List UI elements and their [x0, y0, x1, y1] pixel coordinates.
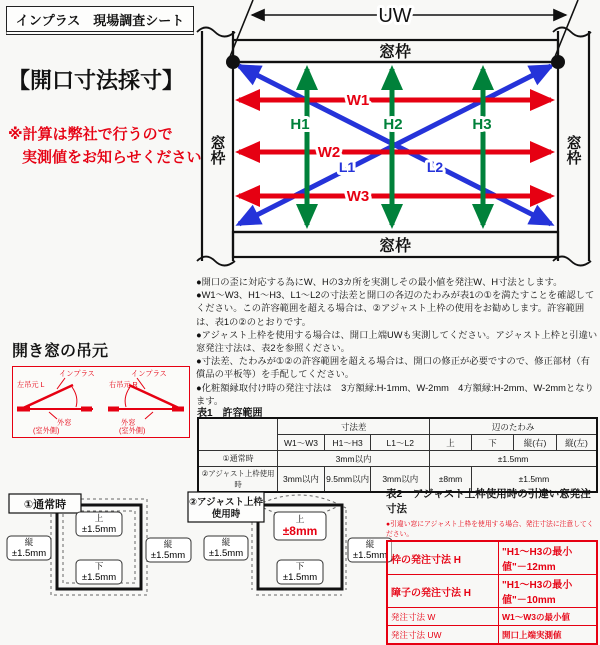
- h2-label: H2: [383, 116, 403, 133]
- instruction-notes: [196, 276, 598, 408]
- normal-left-label: 縦: [24, 537, 34, 547]
- corner-dot-icon: [226, 55, 240, 69]
- frame-label-left: 窓枠: [208, 135, 226, 165]
- hinge-left-outer: 外窓: [57, 418, 72, 427]
- opening-measurement-diagram: [195, 0, 600, 272]
- warning-note: [8, 124, 202, 169]
- hinge-left-product: インプラス: [59, 369, 95, 378]
- table2-label: 障子の発注寸法 H: [387, 575, 499, 608]
- normal-bottom-label: 下: [94, 561, 104, 571]
- adjust-bottom-value: ±1.5mm: [282, 572, 318, 583]
- hinge-right-label: 右吊元 R: [109, 380, 138, 389]
- table1-row2-rest: ±1.5mm: [471, 467, 597, 493]
- table1-group-defl: 辺のたわみ: [430, 418, 597, 435]
- table1-col: H1～H3: [324, 435, 370, 451]
- table1-row2-h: 9.5mm以内: [324, 467, 370, 493]
- w1-label: W1: [346, 92, 370, 109]
- table1-row-normal: [198, 451, 597, 467]
- uw-label: UW: [378, 5, 412, 27]
- table2-value: 開口上端実測値: [499, 626, 598, 645]
- table1-col: L1～L2: [371, 435, 430, 451]
- note-item: ●アジャスト上枠を使用する場合は、開口上端UWも実測してください。アジャスト上枠と引違い窓発注寸法は、表2を参照ください。: [196, 329, 598, 353]
- diagram-adjust-title2: 使用時: [211, 509, 241, 520]
- diagram-adjust-title1: ②アジャスト上枠: [189, 497, 263, 508]
- table2-label: 発注寸法 UW: [387, 626, 499, 645]
- hinge-left-label: 左吊元 L: [17, 380, 45, 389]
- adjust-left-label: 縦: [221, 537, 231, 547]
- hinge-right-product: インプラス: [131, 369, 167, 378]
- table1: [197, 417, 598, 493]
- hinge-right-outer: 外窓: [121, 418, 136, 427]
- warning-line2: 実測値をお知らせください: [22, 148, 202, 166]
- note-item: ●開口の歪に対応する為にW、Hの3カ所を実測しその最小値を発注W、H寸法とします。: [196, 277, 563, 287]
- table2-label: 発注寸法 W: [387, 608, 499, 626]
- l2-label: L2: [426, 159, 444, 175]
- table2-value: "H1～H3の最小値"－10mm: [499, 575, 598, 608]
- table2-block: [386, 486, 599, 645]
- table1-col: 下: [471, 435, 513, 451]
- normal-bottom-value: ±1.5mm: [81, 572, 117, 583]
- table2-row: [387, 626, 597, 645]
- tolerance-diagram-adjust: [186, 488, 392, 600]
- sheet-title-text: インプラス 現場調査シート: [15, 12, 185, 28]
- adjust-right-label: 縦: [365, 539, 375, 549]
- table2-value: "H1～H3の最小値"－12mm: [499, 541, 598, 575]
- normal-right-label: 縦: [163, 539, 173, 549]
- table2-row: [387, 541, 597, 575]
- note-item: ●W1～W3、H1～H3、L1～L2の寸法差と開口の各辺のたわみが表1の①を満たすことを確認してください。この許容範囲を超える場合は、②アジャスト上枠の使用をお勧めします。許容範囲は、表1の②のとおりです。: [196, 290, 595, 327]
- table1-col: 縦(右): [514, 435, 557, 451]
- adjust-top-label: 上: [295, 514, 305, 524]
- adjust-right-value: ±1.5mm: [352, 550, 388, 561]
- w2-label: W2: [317, 144, 341, 161]
- table1-caption: 表1 許容範囲: [197, 408, 263, 419]
- table2-caption: 表2 アジャスト上枠使用時の引違い窓発注寸法: [386, 488, 591, 515]
- table2-row: [387, 608, 597, 626]
- l1-label: L1: [338, 159, 356, 175]
- table2: [386, 540, 599, 645]
- table2-note: ●引違い窓にアジャスト上枠を使用する場合、発注寸法に注意してください。: [386, 521, 594, 538]
- note-item: ●寸法差、たわみが①②の許容範囲を超える場合は、開口の修正が必要ですので、修正部材（有償品の平板等）を手配してください。: [196, 356, 590, 380]
- table1-col: W1～W3: [278, 435, 325, 451]
- h3-label: H3: [472, 116, 492, 133]
- table1-row1-dim: 3mm以内: [278, 451, 430, 467]
- adjust-bottom-label: 下: [295, 561, 305, 571]
- w3-label: W3: [346, 188, 370, 205]
- table1-col: 縦(左): [556, 435, 597, 451]
- normal-top-value: ±1.5mm: [81, 524, 117, 535]
- adjust-top-value: ±8mm: [282, 524, 318, 538]
- normal-top-label: 上: [94, 513, 104, 523]
- normal-left-value: ±1.5mm: [11, 548, 47, 559]
- h1-label: H1: [290, 116, 310, 133]
- frame-label-bottom: 窓枠: [378, 238, 412, 255]
- normal-right-value: ±1.5mm: [150, 550, 186, 561]
- hinge-left-side: (室外側): [33, 426, 60, 435]
- table1-row1-label: ①通常時: [198, 451, 278, 467]
- table1-col: 上: [430, 435, 472, 451]
- frame-label-right: 窓枠: [564, 135, 582, 165]
- frame-label-top: 窓枠: [378, 44, 412, 61]
- hinge-diagrams: [12, 366, 190, 438]
- corner-dot-icon: [551, 55, 565, 69]
- table1-row2-w: 3mm以内: [278, 467, 325, 493]
- table2-label: 枠の発注寸法 H: [387, 541, 499, 575]
- diagram-normal-title: ①通常時: [23, 499, 67, 511]
- table1-row2-top: ±8mm: [430, 467, 472, 493]
- section-title: 【開口寸法採寸】: [8, 68, 185, 93]
- warning-line1: ※計算は弊社で行うので: [8, 126, 173, 143]
- table1-row1-defl: ±1.5mm: [430, 451, 597, 467]
- sheet-title: [6, 6, 194, 35]
- table2-value: W1～W3の最小値: [499, 608, 598, 626]
- table1-group-dim: 寸法差: [278, 418, 430, 435]
- table1-row2-label: ②アジャスト上枠使用時: [198, 467, 278, 493]
- hinge-right-side: (室外側): [119, 426, 146, 435]
- dimension-slash-icon: [552, 0, 578, 64]
- adjust-left-value: ±1.5mm: [208, 548, 244, 559]
- tolerance-diagram-normal: [6, 488, 192, 600]
- hinge-section-title: 開き窓の吊元: [12, 343, 109, 360]
- note-item: ●化粧額縁取付け時の発注寸法は 3方額縁:H-1mm、W-2mm 4方額縁:H-2mm、W-2mmとなります。: [196, 382, 594, 406]
- table2-row: [387, 575, 597, 608]
- table1-row2-l: 3mm以内: [371, 467, 430, 493]
